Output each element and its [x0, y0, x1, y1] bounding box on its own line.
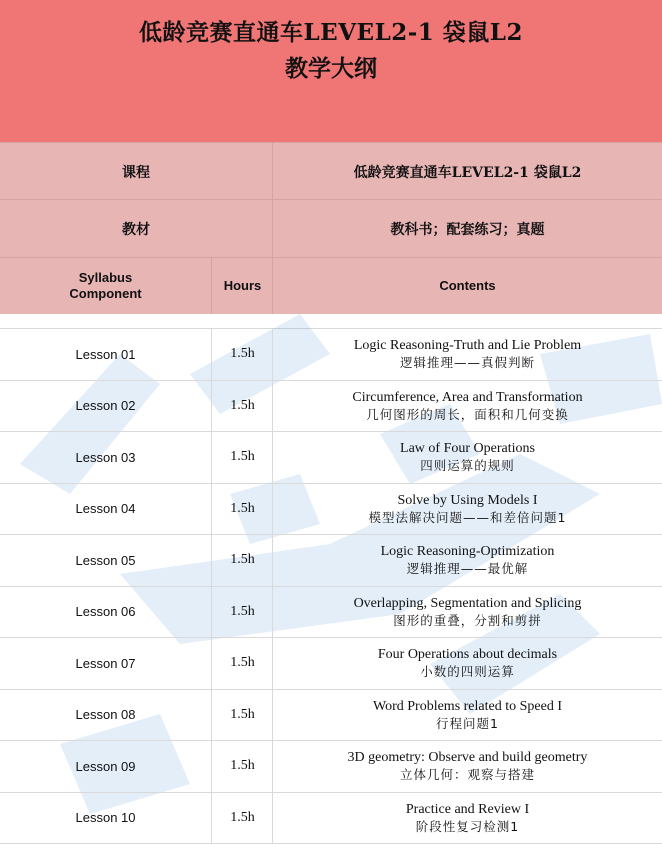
- lesson-hours: 1.5h: [211, 587, 273, 638]
- lesson-hours: 1.5h: [211, 484, 273, 535]
- lesson-content-zh: 行程问题1: [436, 715, 499, 731]
- lesson-contents: [272, 793, 662, 844]
- lesson-content-zh: 几何图形的周长，面积和几何变换: [366, 406, 569, 422]
- document-title: 低龄竞赛直通车LEVEL2-1 袋鼠L2: [139, 19, 523, 46]
- document-subtitle: 教学大纲: [285, 55, 377, 82]
- title-banner: [0, 0, 662, 142]
- lesson-content-en: Overlapping, Segmentation and Splicing: [353, 595, 582, 611]
- table-row: [0, 587, 662, 639]
- lesson-name: Lesson 03: [75, 449, 136, 465]
- lesson-hours: 1.5h: [211, 793, 273, 844]
- lesson-hours: 1.5h: [211, 329, 273, 380]
- table-row: [0, 432, 662, 484]
- lesson-contents: [272, 484, 662, 535]
- table-row: [0, 793, 662, 844]
- table-row: [0, 484, 662, 536]
- table-row: [0, 638, 662, 690]
- lesson-contents: [272, 587, 662, 638]
- lesson-content-en: Solve by Using Models I: [397, 492, 538, 508]
- lesson-content-zh: 逻辑推理——真假判断: [399, 355, 535, 371]
- lesson-contents: [272, 690, 662, 741]
- lesson-name: Lesson 02: [75, 398, 136, 414]
- lesson-contents: [272, 741, 662, 792]
- info-value: 教科书；配套练习；真题: [272, 200, 662, 258]
- info-value: 低龄竞赛直通车LEVEL2-1 袋鼠L2: [272, 143, 662, 200]
- lesson-name: Lesson 04: [75, 501, 136, 517]
- lesson-hours: 1.5h: [211, 741, 273, 792]
- lesson-name: Lesson 07: [75, 655, 136, 671]
- lesson-contents: [272, 535, 662, 586]
- table-row: [0, 535, 662, 587]
- info-label: 课程: [122, 164, 150, 181]
- lesson-content-en: Circumference, Area and Transformation: [352, 389, 583, 405]
- info-label: 教材: [122, 222, 150, 238]
- lesson-content-en: Logic Reasoning-Optimization: [380, 544, 555, 560]
- lesson-content-zh: 图形的重叠，分割和剪拼: [393, 612, 542, 628]
- lesson-hours: 1.5h: [211, 638, 273, 689]
- table-row: [0, 381, 662, 433]
- lesson-content-en: Logic Reasoning-Truth and Lie Problem: [353, 338, 582, 354]
- lesson-content-zh: 小数的四则运算: [420, 664, 515, 680]
- lesson-content-en: Practice and Review I: [405, 801, 530, 817]
- lesson-name: Lesson 06: [75, 604, 136, 620]
- lesson-content-en: Law of Four Operations: [400, 441, 535, 457]
- lesson-content-en: Word Problems related to Speed I: [373, 698, 562, 714]
- lesson-hours: 1.5h: [211, 690, 273, 741]
- lesson-contents: [272, 381, 662, 432]
- table-spacer: [0, 314, 662, 329]
- lesson-name: Lesson 01: [75, 346, 136, 362]
- lesson-content-en: Four Operations about decimals: [377, 647, 558, 663]
- lesson-name: Lesson 05: [75, 552, 136, 568]
- lesson-name: Lesson 08: [75, 707, 136, 723]
- lesson-contents: [272, 638, 662, 689]
- lesson-content-zh: 模型法解决问题——和差倍问题1: [368, 509, 567, 525]
- column-header-hours: Hours: [211, 258, 273, 314]
- lessons-table: [0, 329, 662, 844]
- lesson-contents: [272, 329, 662, 380]
- lesson-name: Lesson 10: [75, 810, 136, 826]
- table-header: [0, 257, 662, 315]
- table-row: [0, 329, 662, 381]
- lesson-content-en: 3D geometry: Observe and build geometry: [347, 750, 588, 766]
- column-header-contents: Contents: [272, 258, 662, 314]
- info-row-materials: [0, 199, 662, 258]
- info-row-course: [0, 142, 662, 200]
- lesson-hours: 1.5h: [211, 535, 273, 586]
- lesson-hours: 1.5h: [211, 432, 273, 483]
- column-header-syllabus: Syllabus Component: [69, 270, 142, 301]
- lesson-content-zh: 四则运算的规则: [420, 458, 515, 474]
- lesson-hours: 1.5h: [211, 381, 273, 432]
- lesson-name: Lesson 09: [75, 758, 136, 774]
- lesson-content-zh: 立体几何：观察与搭建: [399, 767, 535, 783]
- table-row: [0, 690, 662, 742]
- lesson-contents: [272, 432, 662, 483]
- table-row: [0, 741, 662, 793]
- lesson-content-zh: 逻辑推理——最优解: [406, 561, 529, 577]
- lesson-content-zh: 阶段性复习检测1: [415, 818, 520, 834]
